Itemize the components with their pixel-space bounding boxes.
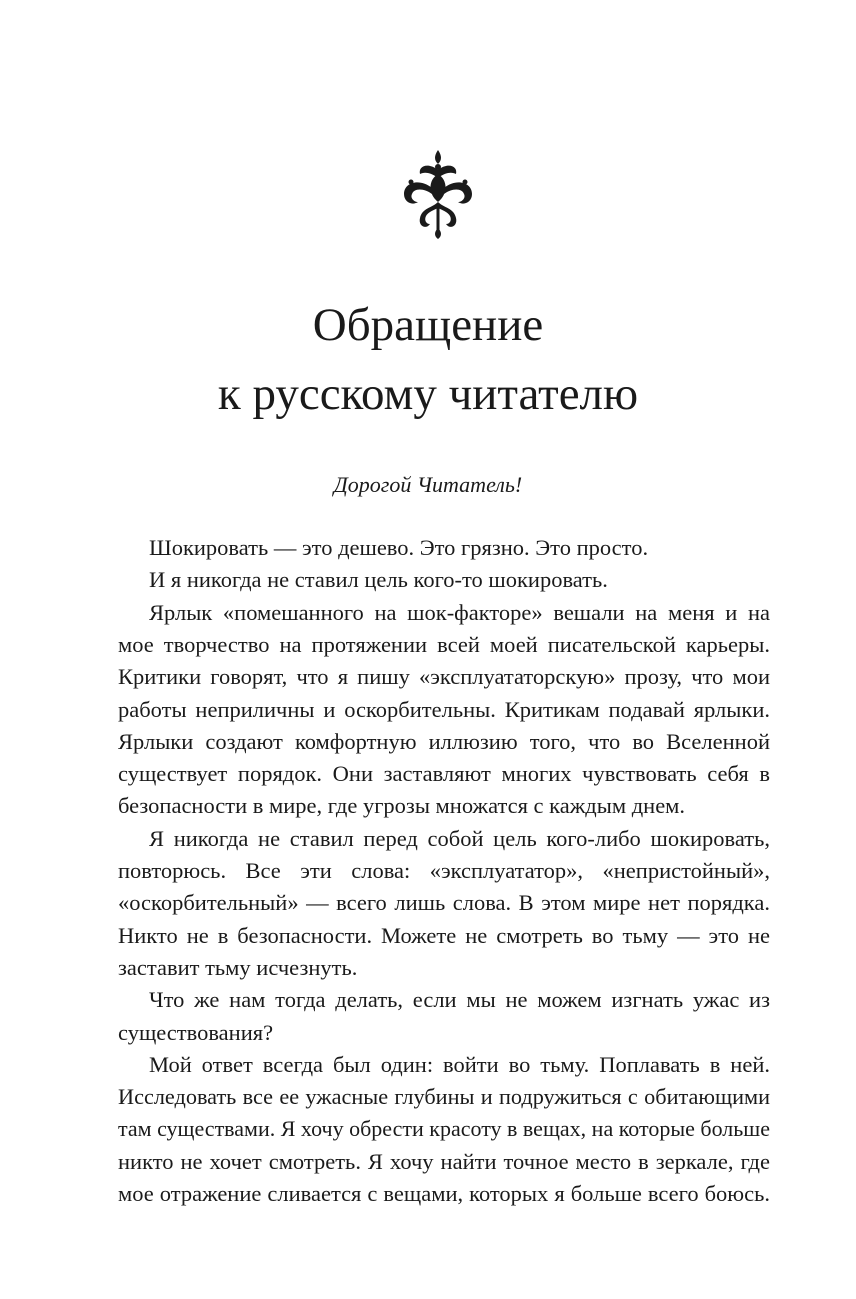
text-line: Исследовать все ее ужасные глубины и подружиться с обитающими [118, 1084, 770, 1110]
text-line: заставит тьму исчезнуть. [118, 954, 358, 980]
text-line: существует порядок. Они заставляют многих чувствовать себя в [118, 761, 770, 787]
text-line: повторюсь. Все эти слова: «эксплуататор», «непристойный», [118, 858, 770, 883]
text-line: «оскорбительный» — всего лишь слова. В этом мире нет порядка. [118, 890, 770, 916]
text-line: Я никогда не ставил перед собой цель кого-либо шокировать, [149, 825, 770, 851]
text-line: Мой ответ всегда был один: войти во тьму. Поплавать в ней. [149, 1051, 770, 1077]
text-line: там существами. Я хочу обрести красоту в вещах, на которые больше [118, 1116, 770, 1142]
text-line: Критики говорят, что я пишу «эксплуататорскую» прозу, что мои [118, 664, 770, 690]
chapter-title-line-2: к русскому читателю [217, 368, 639, 420]
salutation: Дорогой Читатель! [333, 472, 523, 497]
floral-ornament-icon [398, 148, 478, 240]
text-line: работы неприличны и оскорбительны. Критикам подавай ярлыки. [118, 696, 770, 722]
text-line: существования? [118, 1019, 274, 1045]
text-line: Ярлыки создают комфортную иллюзию того, что во Вселенной [118, 728, 770, 754]
text-line: Шокировать — это дешево. Это грязно. Это просто. [149, 535, 649, 560]
text-line: Ярлык «помешанного на шок-факторе» вешали на меня и на [149, 599, 770, 625]
text-line: безопасности в мире, где угрозы множатся с каждым днем. [118, 793, 686, 819]
text-line: Никто не в безопасности. Можете не смотреть во тьму — это не [118, 922, 770, 948]
text-line: мое отражение сливается с вещами, которых я больше всего боюсь. [118, 1181, 770, 1206]
text-line: никто не хочет смотреть. Я хочу найти точное место в зеркале, где [118, 1148, 770, 1174]
chapter-title-line-1: Обращение [312, 299, 544, 351]
text-line: мое творчество на протяжении всей моей писательской карьеры. [118, 631, 770, 657]
text-line: Что же нам тогда делать, если мы не можем изгнать ужас из [149, 987, 770, 1013]
text-line: И я никогда не ставил цель кого-то шокировать. [149, 567, 608, 593]
